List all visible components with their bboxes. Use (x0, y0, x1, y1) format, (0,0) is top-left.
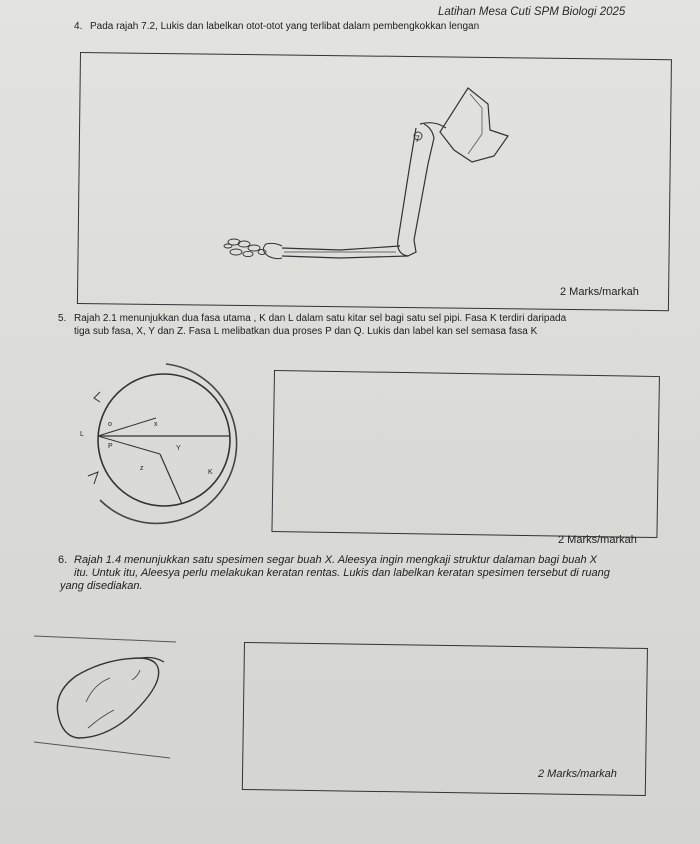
question-5-number: 5. (58, 313, 67, 324)
page-header: Latihan Mesa Cuti SPM Biologi 2025 (438, 6, 626, 18)
papaya-fruit-diagram (30, 632, 180, 764)
cell-cycle-label-o: o (108, 421, 112, 428)
cell-cycle-diagram (76, 358, 248, 528)
cell-cycle-label-y: Y (176, 445, 181, 452)
arm-bones-diagram (220, 84, 520, 274)
question-5-marks: 2 Marks/markah (558, 534, 637, 546)
svg-text:7: 7 (415, 134, 421, 144)
question-6 (58, 554, 668, 593)
question-4-text: Pada rajah 7.2, Lukis dan labelkan otot-otot yang terlibat dalam pembengkokkan lengan (90, 21, 480, 32)
cell-cycle-label-x: x (154, 421, 158, 428)
cell-cycle-label-k: K (208, 469, 213, 476)
question-4 (74, 20, 479, 33)
question-5-line-1: Rajah 2.1 menunjukkan dua fasa utama , K dan L dalam satu kitar sel bagi satu sel pipi. Fasa K terdiri daripada (74, 313, 567, 324)
question-6-marks: 2 Marks/markah (538, 768, 617, 780)
question-6-line-2: itu. Untuk itu, Aleesya perlu melakukan keratan rentas. Lukis dan labelkan keratan spesimen tersebut di ruang (74, 567, 610, 579)
cell-cycle-label-z: z (140, 465, 144, 472)
question-5 (58, 312, 678, 338)
question-6-line-1: Rajah 1.4 menunjukkan satu spesimen segar buah X. Aleesya ingin mengkaji struktur dalaman bagi buah X (74, 554, 598, 566)
question-6-line-3: yang disediakan. (60, 580, 143, 592)
cell-cycle-label-l: L (80, 431, 84, 438)
question-4-number: 4. (74, 21, 83, 32)
question-5-line-2: tiga sub fasa, X, Y dan Z. Fasa L melibatkan dua proses P dan Q. Lukis dan label kan sel semasa fasa K (74, 326, 538, 337)
question-6-number: 6. (58, 554, 68, 566)
question-5-answer-box[interactable] (271, 370, 659, 538)
cell-cycle-label-p: P (108, 443, 113, 450)
question-4-marks: 2 Marks/markah (560, 286, 639, 298)
